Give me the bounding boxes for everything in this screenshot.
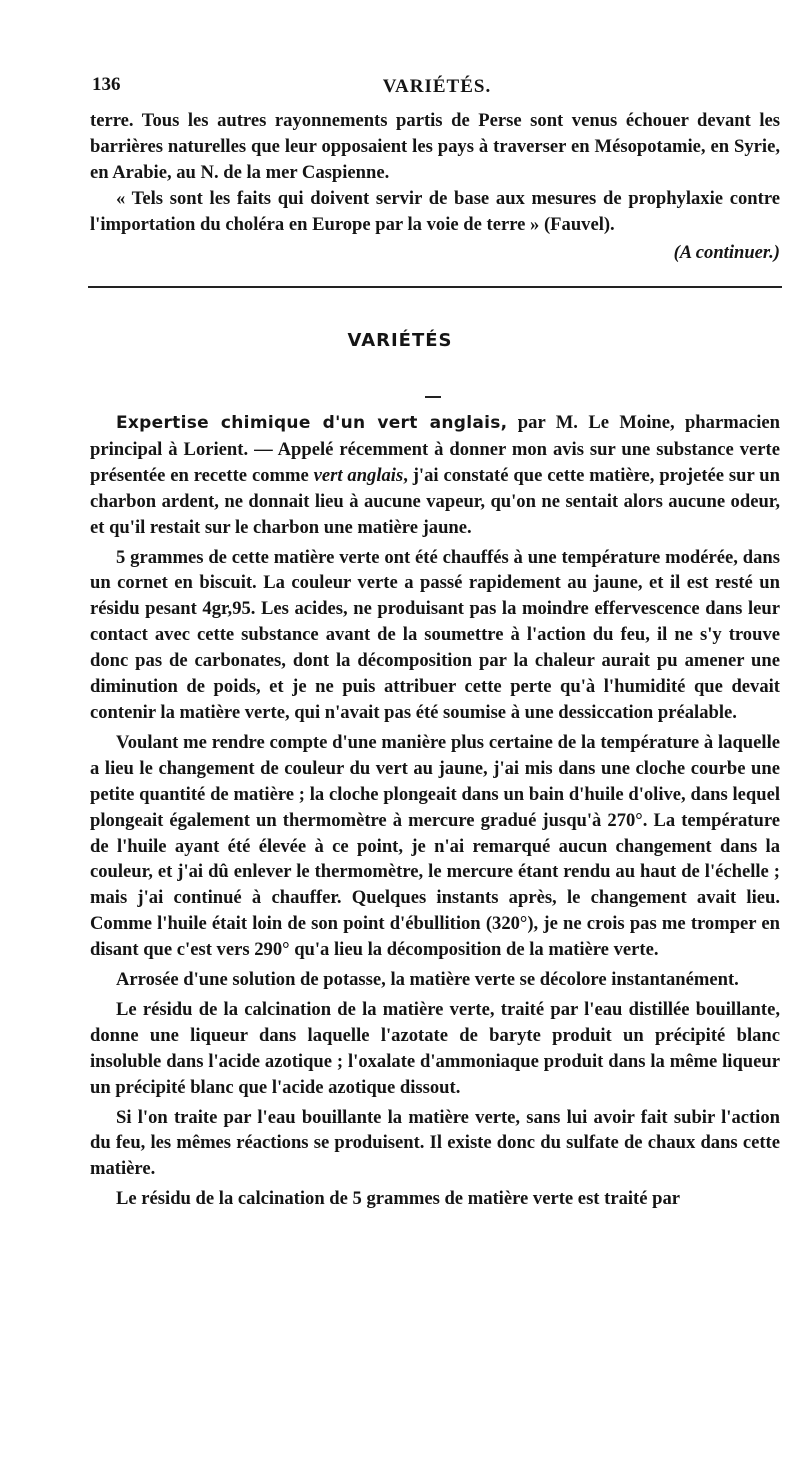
paragraph: 5 grammes de cette matière verte ont été chauffés à une température modérée, dans un cornet en biscuit. La couleur verte a passé rapidement au jaune, et il est resté un résidu pesant 4gr,95. Les acides, ne produisant pas la moindre effervescence dans leur contact avec cette substance avant de la soumettre à l'action du feu, il ne s'y trouve donc pas de carbonates, dont la décomposition par la chaleur aurait pu amener une diminution de poids, et je ne puis attribuer cette perte qu'à l'humidité que devait contenir la matière verte, qui n'avait pas été soumise à une dessiccation préalable. bbox=[90, 546, 780, 723]
paragraph: terre. Tous les autres rayonnements partis de Perse sont venus échouer devant les barrières naturelles que leur opposaient les pays à traverser en Mésopotamie, en Syrie, en Arabie, au N. de la mer Caspienne. bbox=[90, 110, 780, 183]
paragraph: Si l'on traite par l'eau bouillante la matière verte, sans lui avoir fait subir l'action du feu, les mêmes réactions se produisent. Il existe donc du sulfate de chaux dans cette matière. bbox=[90, 1106, 780, 1180]
page-number: 136 bbox=[92, 74, 121, 95]
paragraph: Le résidu de la calcination de 5 grammes de matière verte est traité par bbox=[116, 1188, 681, 1210]
page-header bbox=[92, 74, 782, 104]
paragraph bbox=[90, 410, 780, 541]
article-title: Expertise chimique d'un vert anglais, bbox=[116, 413, 508, 433]
title-dash bbox=[425, 396, 441, 398]
paragraph: Le résidu de la calcination de la matière verte, traité par l'eau distillée bouillante, donne une liqueur dans laquelle l'azotate de baryte produit un précipité blanc insoluble dans l'acide azotique ; l'oxalate d'ammoniaque produit dans la même liqueur un précipité blanc que l'acide azotique dissout. bbox=[90, 998, 780, 1098]
paragraph: « Tels sont les faits qui doivent servir de base aux mesures de prophylaxie contre l'importation du choléra en Europe par la voie de terre » (Fauvel). bbox=[90, 188, 780, 235]
article bbox=[90, 410, 780, 1216]
running-title: VARIÉTÉS. bbox=[382, 76, 492, 97]
text-run: par M. Le Moine, pharmacien principal à Lorient. — Appelé récemment à donner mon avis sur une substance verte présentée en recette comme bbox=[90, 412, 780, 486]
previous-article-ending bbox=[90, 108, 780, 266]
text-run: , j'ai constaté que cette matière, projetée sur un charbon ardent, ne donnait lieu à aucune vapeur, qu'on ne sentait alors aucune odeur, et qu'il restait sur le charbon une matière jaune. bbox=[90, 464, 780, 538]
paragraph: Arrosée d'une solution de potasse, la matière verte se décolore instantanément. bbox=[116, 969, 739, 991]
section-title: VARIÉTÉS bbox=[347, 330, 453, 351]
continuation-note: (A continuer.) bbox=[673, 242, 780, 263]
paragraph: Voulant me rendre compte d'une manière plus certaine de la température à laquelle a lieu le changement de couleur du vert au jaune, j'ai mis dans une cloche courbe une petite quantité de matière ; la cloche plongeait dans un bain d'huile d'olive, dans lequel plongeait également un thermomètre à mercure gradué jusqu'à 270°. La température de l'huile ayant été élevée à ce point, je n'ai remarqué aucun changement dans la couleur, et j'ai dû enlever le thermomètre, le mercure étant rendu au haut de l'échelle ; mais j'ai continué à chauffer. Quelques instants après, le changement avait lieu. Comme l'huile était loin de son point d'ébullition (320°), je ne crois pas me tromper en disant que c'est vers 290° qu'a lieu la décomposition de la matière verte. bbox=[90, 731, 780, 961]
text-run-italic: vert anglais bbox=[313, 464, 404, 486]
section-divider bbox=[88, 286, 782, 288]
